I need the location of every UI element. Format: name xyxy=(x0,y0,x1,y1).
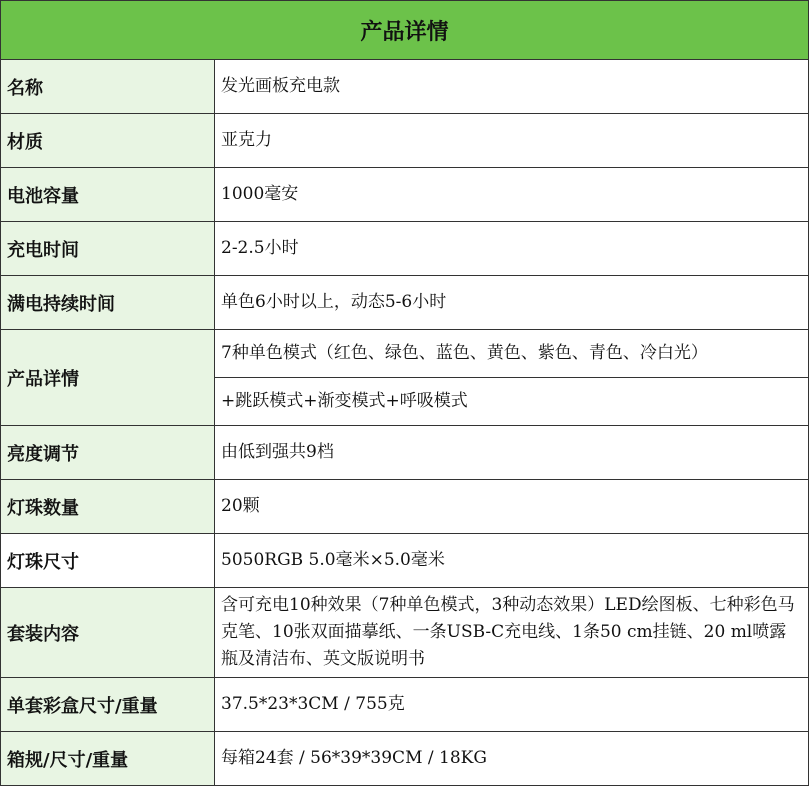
row-label-led-size: 灯珠尺寸 xyxy=(1,534,215,588)
row-label-package: 套装内容 xyxy=(1,588,215,678)
row-label-material: 材质 xyxy=(1,114,215,168)
row-label-box-size: 单套彩盒尺寸/重量 xyxy=(1,678,215,732)
table-row xyxy=(1,276,809,330)
table-row xyxy=(1,732,809,786)
row-value-details-extra: +跳跃模式+渐变模式+呼吸模式 xyxy=(215,378,809,426)
row-value-charge-time: 2-2.5小时 xyxy=(215,222,809,276)
row-label-led-count: 灯珠数量 xyxy=(1,480,215,534)
table-row xyxy=(1,678,809,732)
row-value-brightness: 由低到强共9档 xyxy=(215,426,809,480)
row-label-battery: 电池容量 xyxy=(1,168,215,222)
table-row xyxy=(1,114,809,168)
table-row xyxy=(1,534,809,588)
table-row xyxy=(1,168,809,222)
row-value-package: 含可充电10种效果（7种单色模式，3种动态效果）LED绘图板、七种彩色马克笔、10张双面描摹纸、一条USB-C充电线、1条50 cm挂链、20 ml喷露瓶及清洁布、英文版说明书 xyxy=(215,588,809,678)
row-value-carton: 每箱24套 / 56*39*39CM / 18KG xyxy=(215,732,809,786)
row-label-charge-time: 充电时间 xyxy=(1,222,215,276)
row-label-duration: 满电持续时间 xyxy=(1,276,215,330)
table-row xyxy=(1,480,809,534)
row-value-material: 亚克力 xyxy=(215,114,809,168)
row-value-name: 发光画板充电款 xyxy=(215,60,809,114)
table-row xyxy=(1,426,809,480)
row-value-led-count: 20颗 xyxy=(215,480,809,534)
row-label-details: 产品详情 xyxy=(1,330,215,426)
table-row xyxy=(1,222,809,276)
row-value-details-modes: 7种单色模式（红色、绿色、蓝色、黄色、紫色、青色、冷白光） xyxy=(215,330,809,378)
table-row xyxy=(1,330,809,378)
row-label-name: 名称 xyxy=(1,60,215,114)
row-value-led-size: 5050RGB 5.0毫米×5.0毫米 xyxy=(215,534,809,588)
table-title: 产品详情 xyxy=(1,1,809,60)
table-row xyxy=(1,60,809,114)
row-value-battery: 1000毫安 xyxy=(215,168,809,222)
row-label-brightness: 亮度调节 xyxy=(1,426,215,480)
row-value-box-size: 37.5*23*3CM / 755克 xyxy=(215,678,809,732)
table-row xyxy=(1,588,809,678)
row-value-duration: 单色6小时以上，动态5-6小时 xyxy=(215,276,809,330)
row-label-carton: 箱规/尺寸/重量 xyxy=(1,732,215,786)
